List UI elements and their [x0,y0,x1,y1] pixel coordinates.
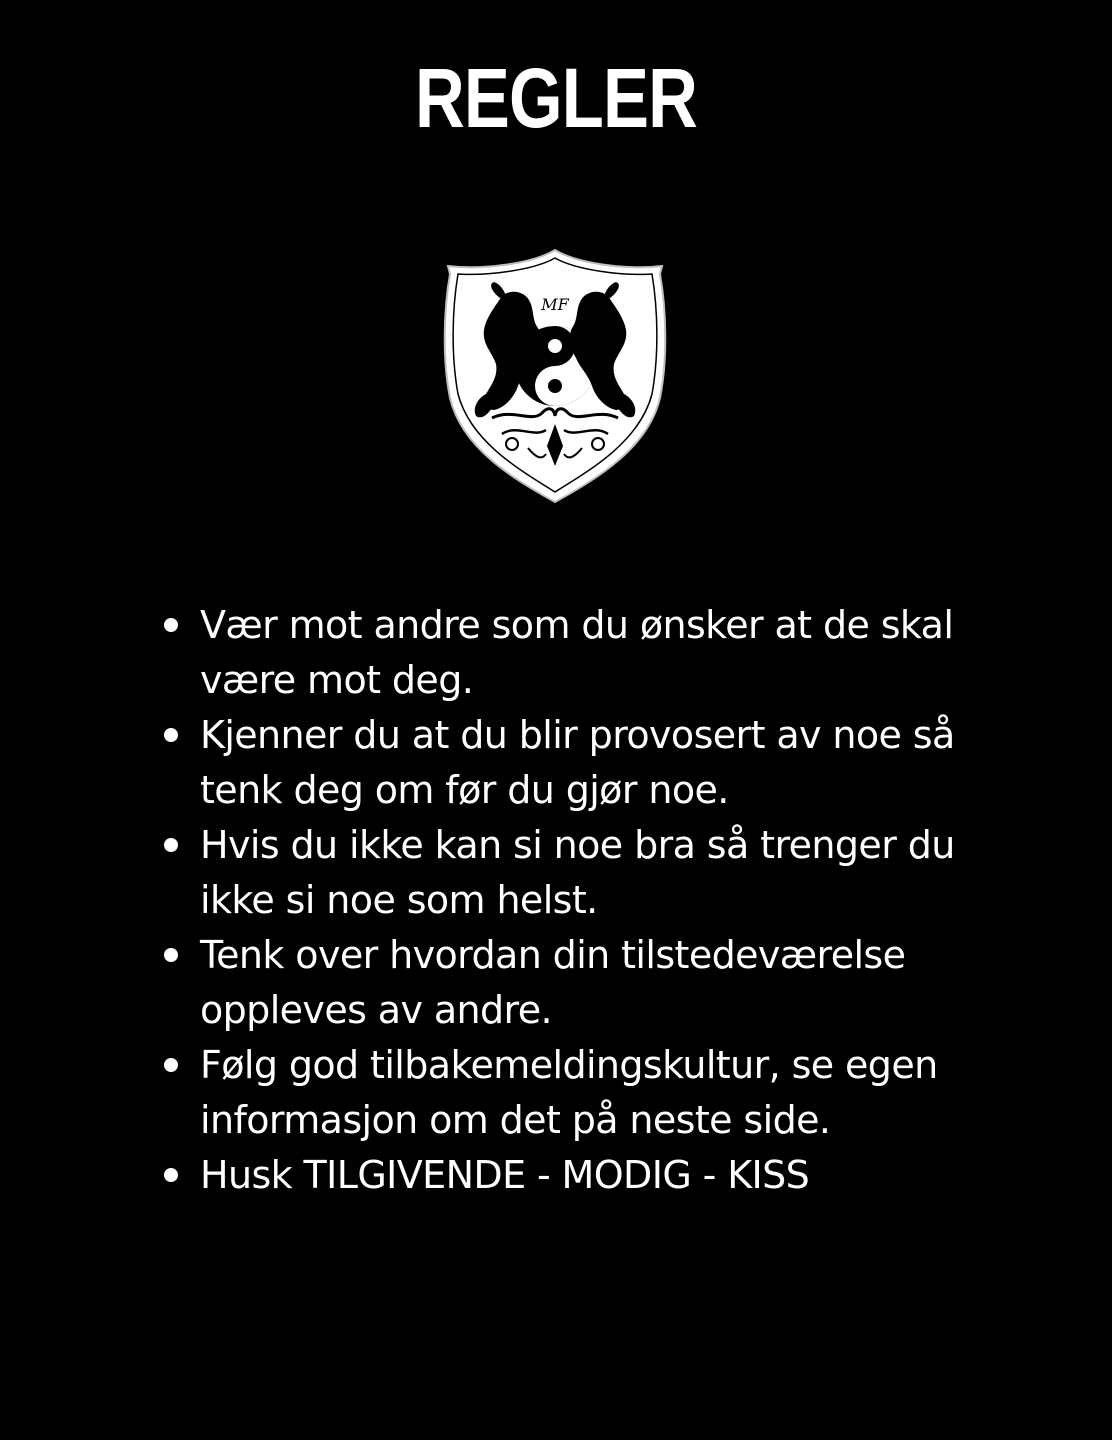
page-title: REGLER [414,51,698,145]
bullet-icon [164,948,178,962]
bullet-icon [164,838,178,852]
bullet-icon [164,1168,178,1182]
rule-text: Hvis du ikke kan si noe bra så trenger du ikke si noe som helst. [200,823,955,922]
list-item [160,818,980,928]
rule-text: Tenk over hvordan din tilstedeværelse oppleves av andre. [200,933,906,1032]
list-item [160,598,980,708]
rule-text: Husk TILGIVENDE - MODIG - KISS [200,1153,810,1197]
rule-text: Vær mot andre som du ønsker at de skal være mot deg. [200,603,954,702]
bullet-icon [164,728,178,742]
rule-text: Kjenner du at du blir provosert av noe så tenk deg om før du gjør noe. [200,713,955,812]
bullet-icon [164,1058,178,1072]
list-item [160,1148,980,1203]
bullet-icon [164,618,178,632]
crest-monogram: MF [541,295,569,314]
list-item [160,1038,980,1148]
rule-text: Følg god tilbakemeldingskultur, se egen informasjon om det på neste side. [200,1043,938,1142]
list-item [160,708,980,818]
rules-list [160,598,980,1203]
list-item [160,928,980,1038]
shield-crest-icon [442,248,668,504]
